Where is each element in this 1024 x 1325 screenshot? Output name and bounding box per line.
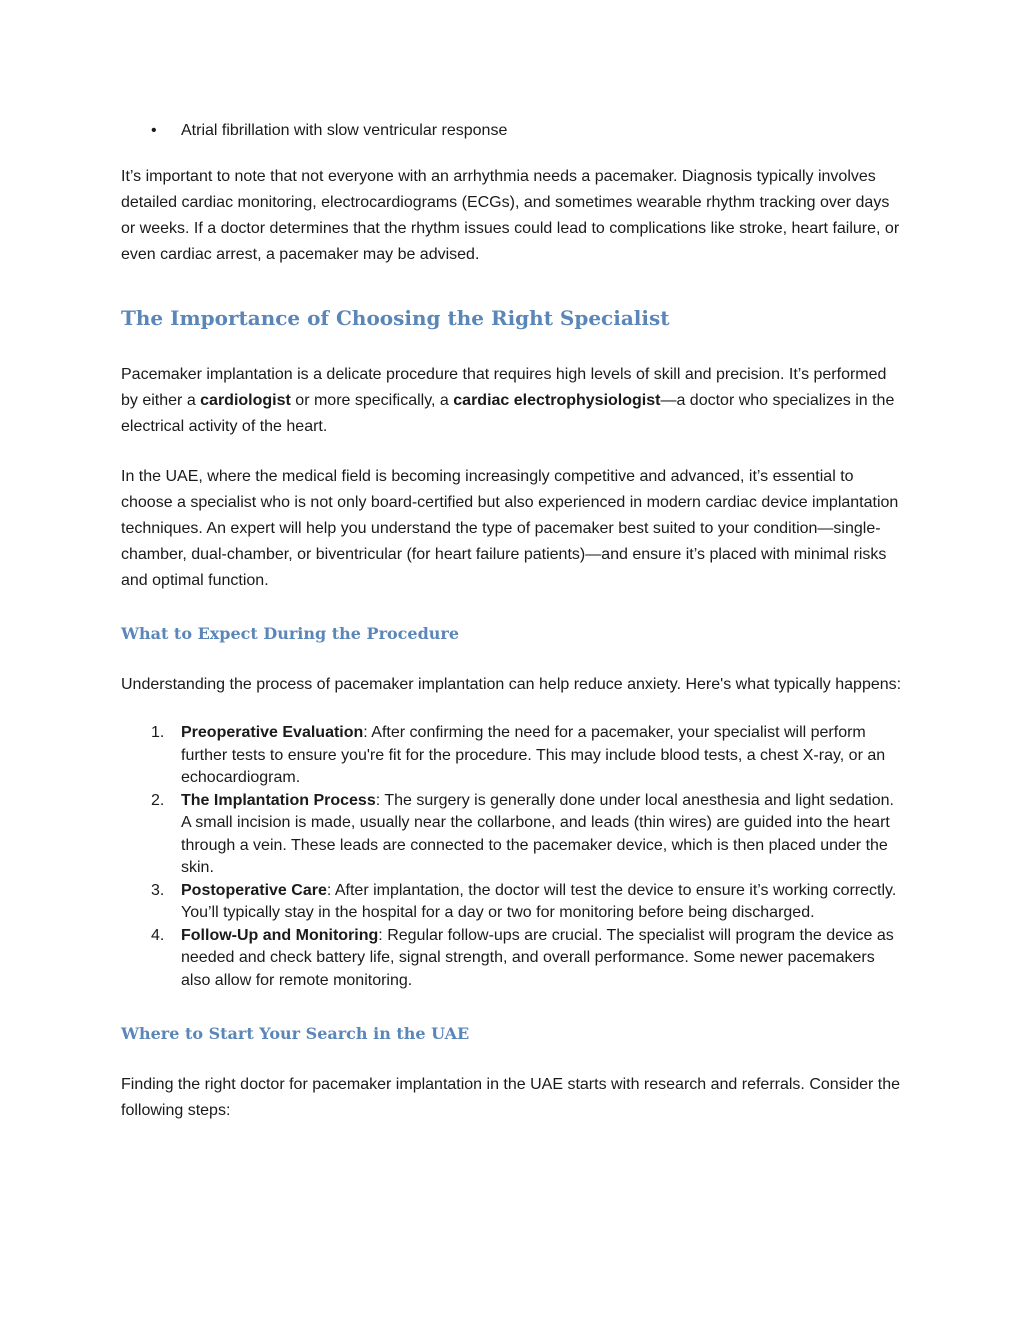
paragraph-arrhythmia-note: It’s important to note that not everyone with an arrhythmia needs a pacemaker. Diagnosis typically involves detailed cardiac monitoring, electrocardiograms (ECGs), and sometimes wearable rhythm tracking over days or weeks. If a doctor determines that the rhythm issues could lead to complications like stroke, heart failure, or even cardiac arrest, a pacemaker may be advised. bbox=[121, 168, 900, 263]
list-item bbox=[121, 880, 906, 925]
step-title: Postoperative Care bbox=[181, 881, 327, 899]
text-segment: or more specifically, a bbox=[290, 392, 454, 409]
paragraph-uae-specialist: In the UAE, where the medical field is becoming increasingly competitive and advanced, it’s essential to choose a specialist who is not only board-certified but also experienced in modern cardiac device implantation techniques. An expert will help you understand the type of pacemaker best suited to your condition—single-chamber, dual-chamber, or biventricular (for heart failure patients)—and ensure it’s placed with minimal risks and optimal function. bbox=[121, 468, 899, 589]
paragraph-search-intro: Finding the right doctor for pacemaker implantation in the UAE starts with research and referrals. Consider the following steps: bbox=[121, 1076, 901, 1119]
bold-term-cardiologist: cardiologist bbox=[200, 392, 291, 409]
step-number: 1. bbox=[151, 724, 165, 741]
step-text: : After confirming the need for a pacemaker, your specialist will perform further tests to ensure you're fit for the procedure. This may include blood tests, a chest X-ray, or an echocardiogram. bbox=[181, 724, 886, 786]
step-number: 3. bbox=[151, 881, 165, 899]
step-text: : Regular follow-ups are crucial. The specialist will program the device as needed and check battery life, signal strength, and overall performance. Some newer pacemakers also allow for remote monitoring. bbox=[181, 926, 894, 989]
text-segment: —a doctor who specializes in the electrical activity of the heart. bbox=[121, 392, 895, 435]
heading-choosing-specialist: The Importance of Choosing the Right Specialist bbox=[121, 306, 670, 330]
list-item bbox=[121, 722, 906, 790]
heading-search-uae: Where to Start Your Search in the UAE bbox=[121, 1024, 470, 1043]
list-item bbox=[121, 790, 906, 880]
bullet-list bbox=[121, 118, 906, 144]
text-segment: Pacemaker implantation is a delicate procedure that requires high levels of skill and precision. It’s performed by either a bbox=[121, 366, 887, 409]
step-number: 2. bbox=[151, 791, 165, 809]
step-title: Preoperative Evaluation bbox=[181, 724, 364, 741]
procedure-steps-list bbox=[121, 722, 906, 992]
step-number: 4. bbox=[151, 926, 165, 944]
paragraph-specialist-intro bbox=[121, 362, 906, 440]
step-text: : The surgery is generally done under local anesthesia and light sedation. A small incision is made, usually near the collarbone, and leads (thin wires) are guided into the heart through a vein. These leads are connected to the pacemaker device, which is then placed under the skin. bbox=[181, 791, 894, 876]
step-title: The Implantation Process bbox=[181, 791, 376, 809]
heading-procedure: What to Expect During the Procedure bbox=[121, 624, 460, 643]
paragraph-procedure-intro: Understanding the process of pacemaker implantation can help reduce anxiety. Here's what typically happens: bbox=[121, 676, 902, 693]
list-item bbox=[121, 925, 906, 993]
step-text: : After implantation, the doctor will test the device to ensure it’s working correctly. You’ll typically stay in the hospital for a day or two for monitoring before being discharged. bbox=[181, 881, 897, 921]
bold-term-electrophysiologist: cardiac electrophysiologist bbox=[453, 392, 661, 409]
document-page bbox=[121, 118, 906, 1148]
bullet-item: • Atrial fibrillation with slow ventricular response bbox=[121, 118, 906, 144]
step-title: Follow-Up and Monitoring bbox=[181, 926, 379, 944]
